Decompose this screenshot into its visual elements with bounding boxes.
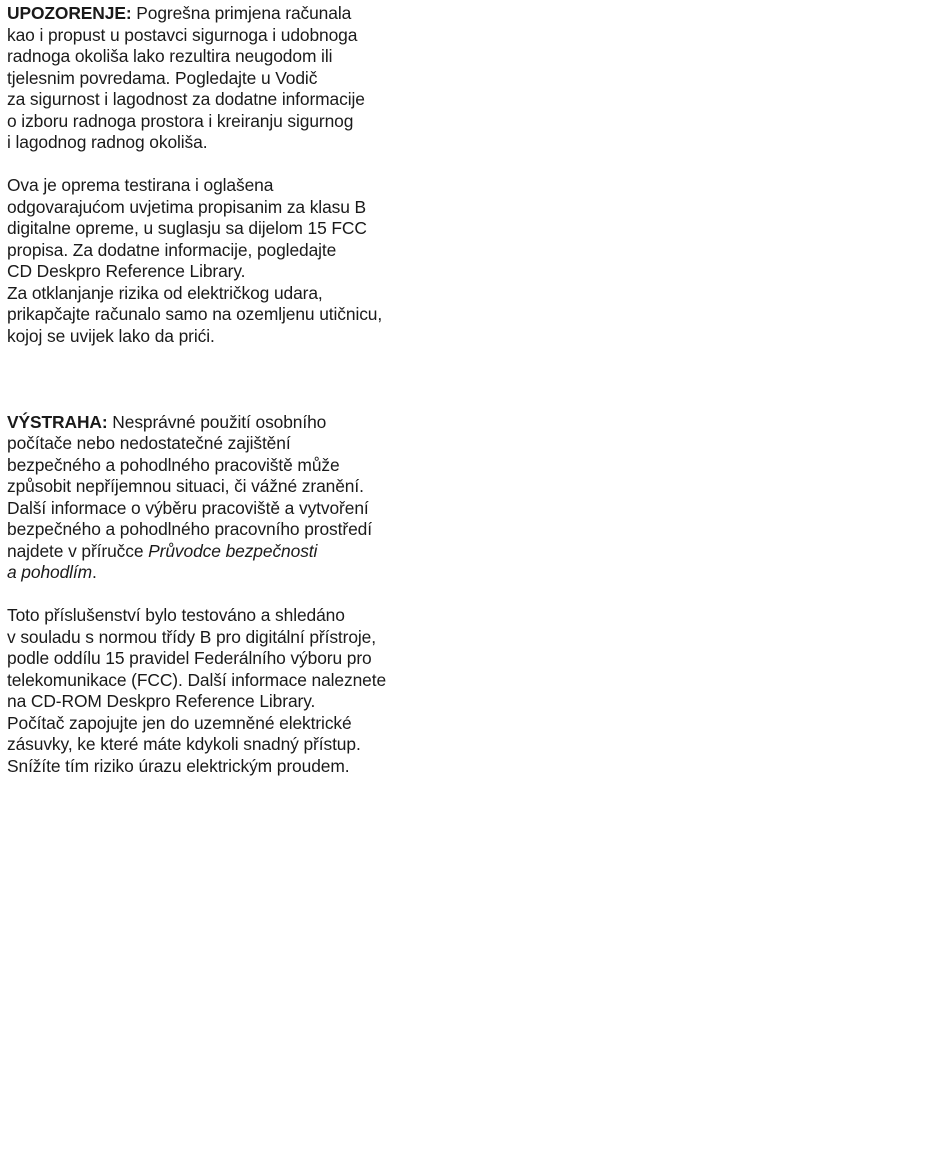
czech-warning-label: VÝSTRAHA: xyxy=(7,411,108,432)
croatian-notice-line: Za otklanjanje rizika od električkog udara, xyxy=(7,282,323,303)
czech-notice-line: Počítač zapojujte jen do uzemněné elektrické xyxy=(7,712,352,733)
croatian-warning-line: tjelesnim povredama. Pogledajte u Vodič xyxy=(7,67,318,88)
guide-title: Průvodce bezpečnosti xyxy=(148,540,318,561)
czech-warning-text: Nesprávné použití osobního xyxy=(112,411,327,432)
czech-notice-paragraph xyxy=(7,605,487,777)
document-page xyxy=(7,3,487,777)
croatian-notice-line: prikapčajte računalo samo na ozemljenu utičnicu, xyxy=(7,304,383,324)
czech-notice-line: Snížíte tím riziko úrazu elektrickým proudem. xyxy=(7,755,350,776)
croatian-warning-paragraph xyxy=(7,3,487,154)
czech-warning-line: bezpečného a pohodlného pracoviště může xyxy=(7,454,340,475)
czech-warning-paragraph xyxy=(7,412,487,584)
croatian-notice-line: Ova je oprema testirana i oglašena xyxy=(7,175,274,195)
paragraph-spacer xyxy=(7,154,487,176)
czech-warning-line-guide-end xyxy=(7,562,487,584)
sentence-end: . xyxy=(92,562,97,582)
croatian-warning-line: za sigurnost i lagodnost za dodatne informacije xyxy=(7,89,365,109)
guide-title-continued: a pohodlím xyxy=(7,562,93,582)
croatian-notice-line: odgovarajućom uvjetima propisanim za klasu B xyxy=(7,196,367,217)
czech-notice-line: podle oddílu 15 pravidel Federálního výboru pro xyxy=(7,648,372,668)
czech-notice-line: na CD-ROM Deskpro Reference Library. xyxy=(7,691,316,711)
czech-warning-line: způsobit nepříjemnou situaci, či vážné zranění. xyxy=(7,476,364,496)
paragraph-spacer xyxy=(7,584,487,606)
croatian-notice-line: kojoj se uvijek lako da prići. xyxy=(7,325,215,346)
croatian-notice-line: CD Deskpro Reference Library. xyxy=(7,261,246,281)
czech-warning-line: bezpečného a pohodlného pracovního prostředí xyxy=(7,519,372,539)
croatian-warning-line: kao i propust u postavci sigurnoga i udobnoga xyxy=(7,24,358,45)
czech-warning-line-guide xyxy=(7,541,487,563)
czech-notice-line: zásuvky, ke které máte kdykoli snadný přístup. xyxy=(7,734,361,754)
czech-notice-line: v souladu s normou třídy B pro digitální přístroje, xyxy=(7,626,376,647)
croatian-notice-line: propisa. Za dodatne informacije, pogledajte xyxy=(7,239,337,260)
croatian-notice-line: digitalne opreme, u suglasju sa dijelom 15 FCC xyxy=(7,218,367,238)
croatian-warning-line: radnoga okoliša lako rezultira neugodom ili xyxy=(7,46,333,66)
czech-notice-line: Toto příslušenství bylo testováno a shledáno xyxy=(7,605,345,625)
czech-notice-line: telekomunikace (FCC). Další informace naleznete xyxy=(7,669,387,690)
czech-warning-line: Další informace o výběru pracoviště a vytvoření xyxy=(7,497,369,518)
croatian-warning-label: UPOZORENJE: xyxy=(7,3,132,23)
czech-warning-line-1 xyxy=(7,412,487,434)
croatian-notice-paragraph xyxy=(7,175,487,347)
croatian-warning-line-1 xyxy=(7,3,487,25)
croatian-warning-text: Pogrešna primjena računala xyxy=(136,3,352,23)
croatian-warning-line: o izboru radnoga prostora i kreiranju sigurnog xyxy=(7,110,354,131)
czech-warning-text: najdete v příručce xyxy=(7,540,144,561)
czech-warning-line: počítače nebo nedostatečné zajištění xyxy=(7,433,291,453)
croatian-warning-line: i lagodnog radnog okoliša. xyxy=(7,132,208,152)
section-spacer xyxy=(7,347,487,412)
